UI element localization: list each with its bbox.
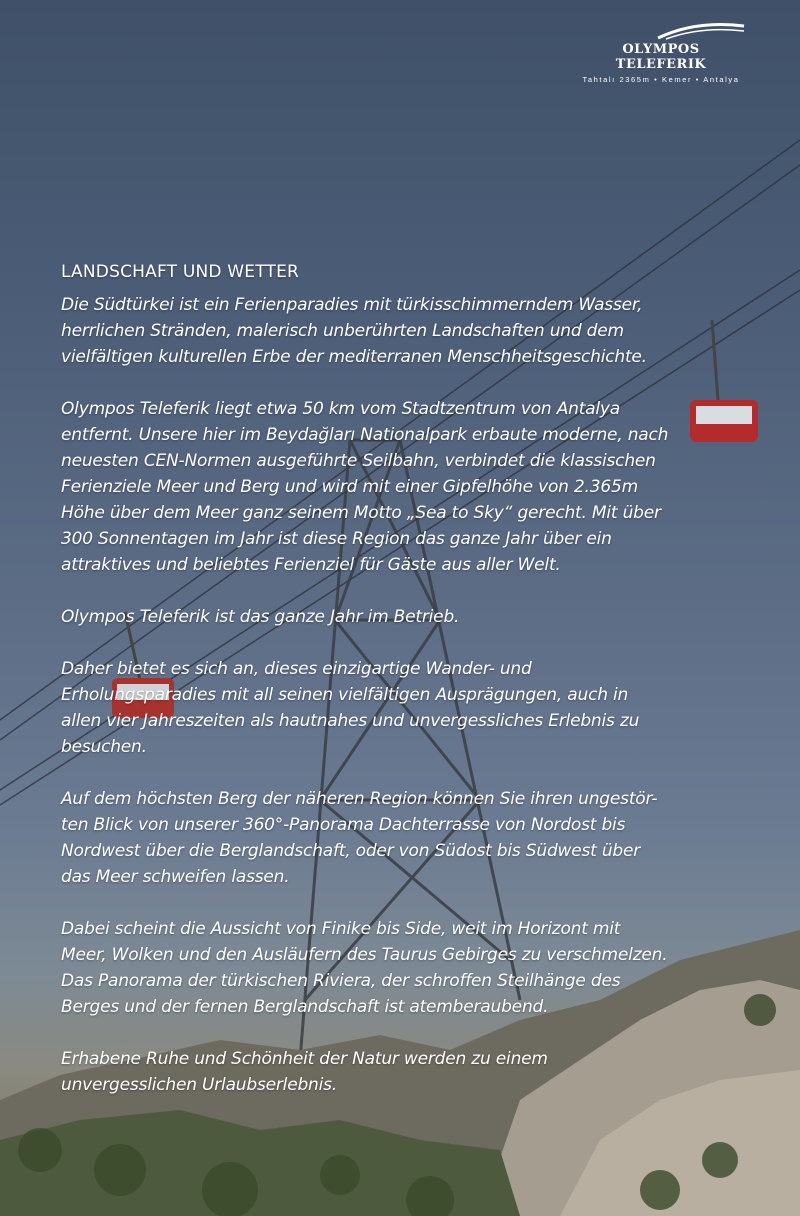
- paragraph-operation: Olympos Teleferik ist das ganze Jahr im Betrieb.: [61, 607, 460, 627]
- logo-subtitle: Tahtalı 2365m • Kemer • Antalya: [582, 75, 740, 84]
- paragraph-location: Olympos Teleferik liegt etwa 50 km vom Stadtzentrum von Antalya entfernt. Unsere hier im Beydağları Nationalpark erbaute moderne, nach neuesten CEN-Normen ausgeführte Seilbahn, verbindet die klassischen Ferienziele Meer und Berg und wird mit einer Gipfelhöhe von 2.365m Höhe über dem Meer ganz seinem Motto „Sea to Sky“ gerecht. Mit über 300 Sonnentagen im Jahr ist diese Region das ganze Jahr über ein attraktives und beliebtes Ferienziel für Gäste aus aller Welt.: [61, 399, 669, 575]
- article: [61, 262, 773, 1124]
- logo-title: OLYMPOS TELEFERIK: [615, 42, 707, 72]
- logo-arc-icon: [656, 22, 746, 40]
- page-title: LANDSCHAFT UND WETTER: [61, 262, 300, 282]
- paragraph-intro: Die Südtürkei ist ein Ferienparadies mit türkisschimmerndem Wasser, herrlichen Stränden, malerisch unberührten Landschaften und dem vielfältigen kulturellen Erbe der mediterranen Menschheitsgeschichte.: [61, 295, 647, 367]
- paragraph-seasons: Daher bietet es sich an, dieses einzigartige Wander- und Erholungsparadies mit all seinen vielfältigen Ausprägungen, auch in allen vier Jahreszeiten als hautnahes und unvergessliches Erlebnis zu besuchen.: [61, 659, 640, 757]
- paragraph-view: Dabei scheint die Aussicht von Finike bis Side, weit im Horizont mit Meer, Wolken und den Ausläufern des Taurus Gebirges zu verschmelzen. Das Panorama der türkischen Riviera, der schroffen Steilhänge des Berges und der fernen Berglandschaft ist atemberaubend.: [61, 919, 668, 1017]
- paragraph-closing: Erhabene Ruhe und Schönheit der Natur werden zu einem unvergesslichen Urlaubserlebnis.: [61, 1049, 548, 1095]
- paragraph-panorama: Auf dem höchsten Berg der näheren Region können Sie ihren ungestör- ten Blick von unserer 360°-Panorama Dachterrasse von Nordost bis Nordwest über die Berglandschaft, oder von Südost bis Südwest über das Meer schweifen lassen.: [61, 789, 658, 887]
- logo: [576, 22, 746, 84]
